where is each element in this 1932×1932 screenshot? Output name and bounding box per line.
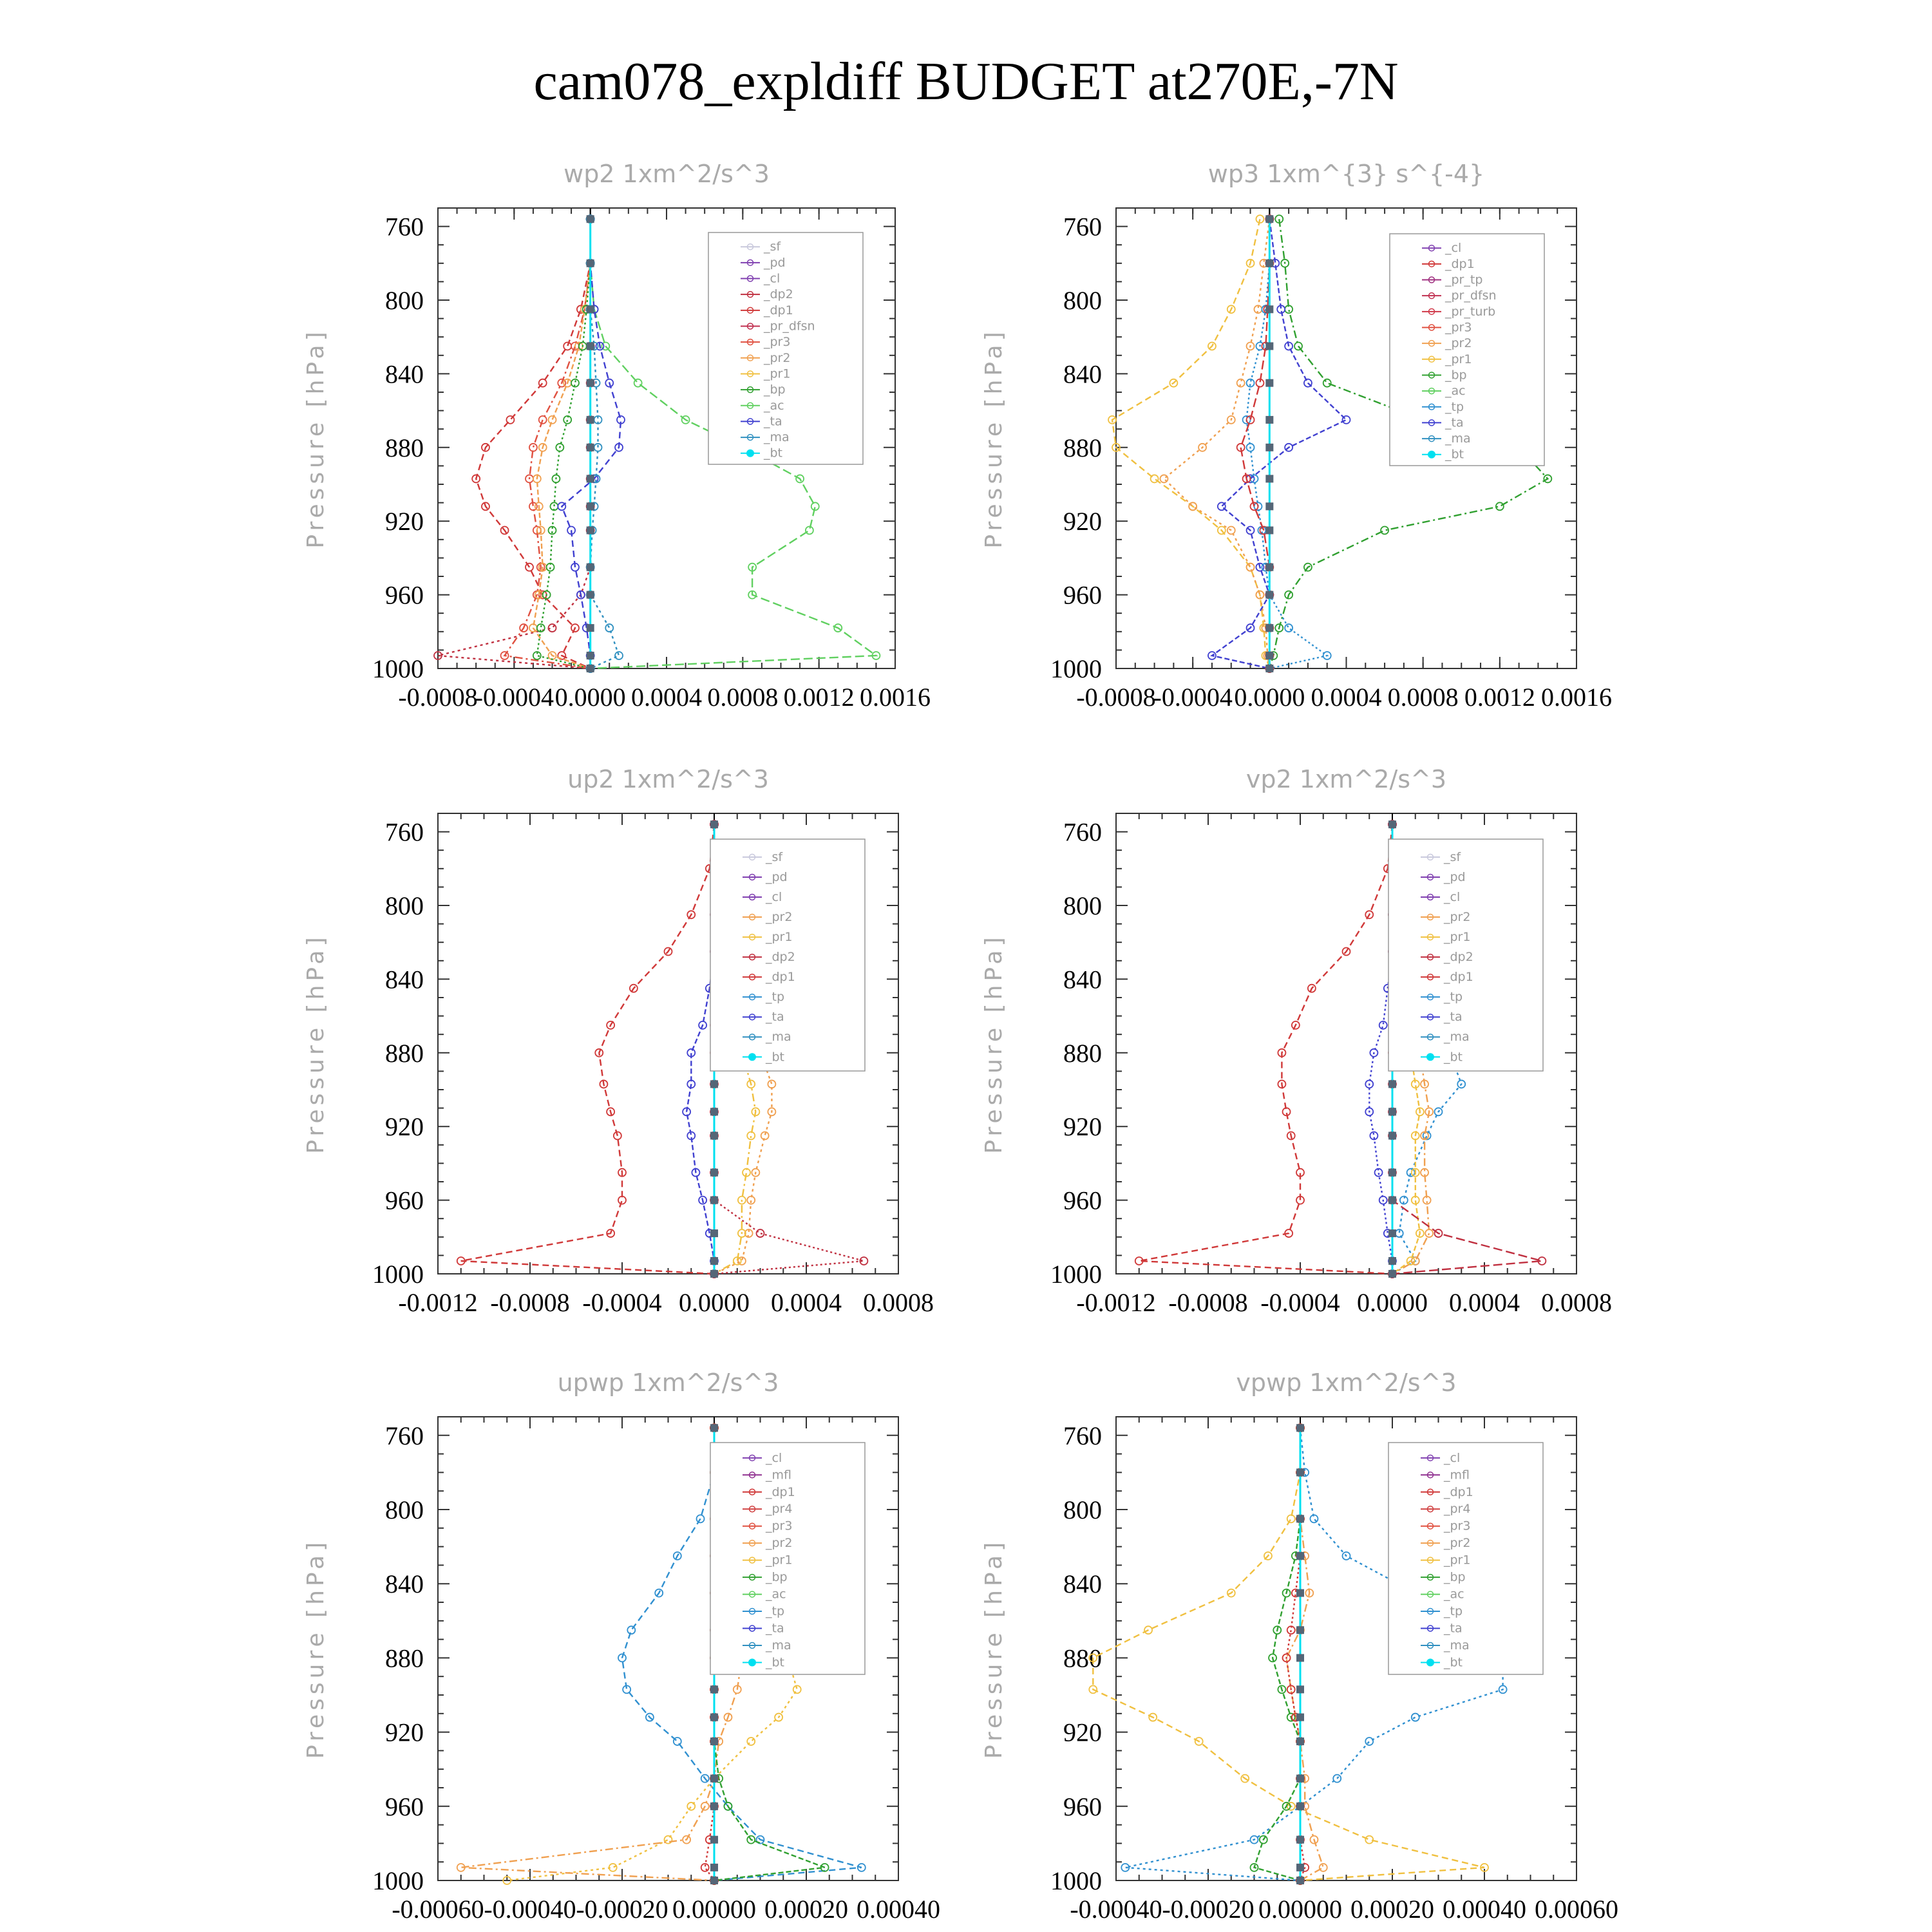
marker-_bt: [1296, 1552, 1304, 1560]
x-tick-label: 0.0012: [1464, 683, 1535, 712]
legend-label: _pr2: [764, 350, 791, 365]
marker-_bt: [1388, 1108, 1396, 1115]
marker-_bt: [710, 1714, 718, 1721]
marker-_bt: [587, 379, 594, 387]
marker-_bt: [587, 665, 594, 672]
marker-_pr2: [768, 1080, 775, 1088]
y-tick-label: 800: [1063, 286, 1102, 315]
marker-_bt: [587, 652, 594, 659]
legend-label: _dp1: [1445, 256, 1475, 271]
marker-_bt: [1388, 1229, 1396, 1237]
legend-label: _ma: [764, 430, 790, 445]
legend-label: _dp2: [764, 287, 793, 302]
marker-_bt: [1296, 1714, 1304, 1721]
y-tick-label: 1000: [1050, 1866, 1102, 1895]
marker-_ma: [605, 624, 613, 632]
y-tick-label: 960: [1063, 580, 1102, 610]
marker-_bt: [1296, 1685, 1304, 1693]
series-line-_pr2: [1164, 219, 1270, 668]
legend-label: _ta: [1444, 1621, 1463, 1636]
y-tick-label: 960: [385, 1186, 424, 1215]
legend-label: _pd: [1444, 869, 1466, 884]
marker-_bt: [1388, 1197, 1396, 1204]
marker-_pr2: [1247, 564, 1255, 571]
marker-_bt: [587, 527, 594, 535]
panel-0: [303, 160, 931, 712]
legend-label: _tp: [1444, 1604, 1463, 1619]
y-tick-label: 1000: [372, 1260, 424, 1289]
marker-_pr2: [1160, 475, 1168, 482]
series-line-_ta: [1212, 219, 1347, 668]
legend-label: _dp1: [764, 303, 793, 317]
marker-_bt: [1265, 564, 1273, 571]
series-line-_ma: [591, 219, 619, 668]
legend-label: _tp: [766, 1604, 785, 1619]
legend-label: _ac: [1445, 384, 1466, 399]
panel-4: [303, 1368, 940, 1924]
legend-label: _ac: [764, 398, 784, 413]
marker-_bt: [587, 624, 594, 632]
marker-_bt: [1296, 1738, 1304, 1745]
x-tick-label: 0.0000: [1357, 1288, 1428, 1317]
marker-_bt: [1296, 1654, 1304, 1662]
series-line-_pr2: [461, 1428, 742, 1880]
x-tick-label: 0.00040: [1443, 1895, 1526, 1924]
marker-_bt: [1388, 820, 1396, 828]
x-tick-label: -0.00020: [576, 1895, 668, 1924]
x-tick-label: 0.00000: [672, 1895, 756, 1924]
legend-label: _pr4: [1444, 1502, 1471, 1517]
marker-_bt: [710, 1738, 718, 1745]
x-tick-label: 0.0016: [1541, 683, 1612, 712]
y-tick-label: 840: [385, 359, 424, 389]
legend-label: _pr3: [764, 335, 791, 350]
marker-_bt: [1265, 379, 1273, 387]
series-line-_pr1: [1112, 219, 1269, 668]
panel-5: [981, 1368, 1618, 1924]
marker-_pr3: [539, 416, 547, 424]
marker-_bt: [1265, 591, 1273, 599]
marker-_pr2: [1320, 1864, 1327, 1871]
legend-swatch-marker: [746, 450, 754, 457]
y-tick-label: 960: [1063, 1792, 1102, 1821]
legend-swatch-marker: [1426, 1053, 1434, 1061]
x-tick-label: -0.0008: [490, 1288, 570, 1317]
marker-_bt: [587, 444, 594, 451]
x-tick-label: 0.0000: [679, 1288, 750, 1317]
legend-label: _ac: [766, 1587, 786, 1602]
marker-_bt: [710, 1080, 718, 1088]
legend-swatch-marker: [1428, 451, 1435, 459]
x-tick-label: 0.0004: [1449, 1288, 1520, 1317]
marker-_bt: [1265, 624, 1273, 632]
marker-_dp1: [506, 416, 514, 424]
y-tick-label: 840: [1063, 1569, 1102, 1599]
marker-_dp1: [564, 343, 571, 350]
marker-_bt: [587, 475, 594, 482]
y-tick-label: 840: [385, 965, 424, 994]
marker-_bt: [1265, 305, 1273, 313]
x-tick-label: 0.00020: [764, 1895, 848, 1924]
x-tick-label: -0.0004: [1153, 683, 1233, 712]
x-tick-label: 0.0004: [771, 1288, 842, 1317]
marker-_bt: [1388, 1169, 1396, 1177]
legend-label: _sf: [766, 849, 783, 864]
legend-label: _ta: [764, 414, 782, 429]
marker-_bt: [1265, 652, 1273, 659]
marker-_bt: [1296, 1424, 1304, 1432]
marker-_bt: [1265, 665, 1273, 672]
marker-_bt: [1265, 502, 1273, 510]
marker-_bp: [1323, 379, 1331, 387]
x-tick-label: -0.0008: [1168, 1288, 1248, 1317]
y-tick-label: 960: [385, 1792, 424, 1821]
marker-_ma: [594, 444, 602, 451]
marker-_tp: [627, 1626, 635, 1634]
x-tick-label: -0.0012: [1076, 1288, 1156, 1317]
legend-label: _ta: [766, 1621, 784, 1636]
y-tick-label: 840: [385, 1569, 424, 1599]
marker-_bt: [1296, 1836, 1304, 1844]
panel-1: [981, 160, 1612, 712]
marker-_bt: [1388, 1257, 1396, 1265]
x-tick-label: -0.00040: [1070, 1895, 1162, 1924]
y-tick-label: 760: [385, 1421, 424, 1450]
marker-_bt: [587, 564, 594, 571]
x-tick-label: 0.0004: [1311, 683, 1382, 712]
legend-label: _ma: [766, 1638, 791, 1653]
legend-label: _ta: [1445, 415, 1464, 430]
marker-_bt: [710, 1775, 718, 1783]
marker-_bt: [710, 820, 718, 828]
legend-label: _cl: [766, 890, 782, 904]
y-tick-label: 880: [385, 1643, 424, 1673]
marker-_pr2: [1425, 1229, 1433, 1237]
legend-label: _bt: [1444, 1655, 1463, 1670]
marker-_tp: [1285, 624, 1293, 632]
y-tick-label: 760: [385, 817, 424, 847]
marker-_bt: [587, 343, 594, 350]
marker-_bt: [1296, 1877, 1304, 1884]
x-tick-label: 0.0000: [1234, 683, 1305, 712]
y-tick-label: 880: [1063, 433, 1102, 462]
legend-label: _bp: [766, 1570, 788, 1585]
x-tick-label: -0.0004: [474, 683, 554, 712]
y-tick-label: 920: [385, 1718, 424, 1747]
y-tick-label: 880: [1063, 1643, 1102, 1673]
legend-label: _dp2: [766, 950, 795, 965]
legend-label: _pr2: [1445, 336, 1472, 351]
legend-label: _pr_turb: [1445, 304, 1496, 319]
legend-label: _dp1: [1444, 970, 1473, 985]
y-axis-label: Pressure [hPa]: [981, 328, 1007, 549]
y-tick-label: 1000: [372, 1866, 424, 1895]
x-tick-label: 0.00000: [1258, 1895, 1342, 1924]
legend-label: _bt: [766, 1050, 785, 1065]
marker-_bt: [587, 416, 594, 424]
legend-label: _dp1: [1444, 1484, 1473, 1499]
legend-label: _pr_dfsn: [1445, 289, 1497, 303]
x-tick-label: 0.0008: [707, 683, 779, 712]
legend-label: _bt: [1445, 447, 1464, 462]
legend-label: _pr3: [766, 1519, 793, 1533]
marker-_pr1: [687, 1803, 695, 1810]
y-axis-label: Pressure [hPa]: [303, 933, 329, 1154]
marker-_bt: [710, 1424, 718, 1432]
x-tick-label: 0.0000: [554, 683, 626, 712]
legend-label: _pr1: [766, 1553, 793, 1567]
series-line-_dp1: [461, 824, 714, 1274]
legend-label: _sf: [764, 240, 781, 254]
marker-_ma: [615, 652, 623, 659]
legend-label: _tp: [1444, 990, 1463, 1005]
marker-_ta: [1343, 416, 1350, 424]
x-tick-label: -0.0008: [398, 683, 478, 712]
y-axis-label: Pressure [hPa]: [981, 1538, 1007, 1759]
legend-label: _dp1: [766, 970, 795, 985]
x-tick-label: 0.00020: [1350, 1895, 1434, 1924]
marker-_bt: [587, 260, 594, 267]
marker-_bt: [710, 1836, 718, 1844]
legend-label: _mfl: [766, 1468, 791, 1482]
x-tick-label: 0.00040: [857, 1895, 940, 1924]
legend-label: _cl: [764, 271, 781, 286]
marker-_bt: [1265, 475, 1273, 482]
marker-_bt: [1388, 1270, 1396, 1278]
legend-label: _ta: [1444, 1010, 1463, 1025]
legend-label: _dp2: [1444, 950, 1473, 965]
legend-label: _cl: [1444, 1450, 1461, 1465]
legend-label: _cl: [1445, 241, 1462, 256]
y-tick-label: 800: [385, 891, 424, 920]
marker-_pr1: [747, 1738, 755, 1745]
marker-_bt: [710, 1864, 718, 1871]
legend-swatch-marker: [748, 1658, 756, 1666]
x-tick-label: -0.0004: [582, 1288, 662, 1317]
marker-_ac: [634, 379, 642, 387]
series-line-_dp2: [438, 219, 591, 668]
y-tick-label: 920: [385, 1112, 424, 1142]
legend-label: _pr3: [1444, 1519, 1471, 1533]
legend-label: _bp: [764, 383, 786, 397]
legend-label: _dp1: [766, 1484, 795, 1499]
series-line-_pr3: [505, 219, 591, 668]
legend-label: _pr_tp: [1445, 272, 1483, 287]
marker-_bt: [587, 305, 594, 313]
y-tick-label: 920: [1063, 507, 1102, 536]
x-tick-label: -0.00040: [484, 1895, 576, 1924]
marker-_bt: [1265, 444, 1273, 451]
legend-label: _tp: [1445, 399, 1464, 414]
y-tick-label: 760: [385, 212, 424, 242]
legend-label: _ma: [1444, 1030, 1470, 1045]
panel-title: upwp 1xm^2/s^3: [557, 1368, 779, 1397]
y-tick-label: 760: [1063, 1421, 1102, 1450]
marker-_bt: [1265, 527, 1273, 535]
y-tick-label: 880: [1063, 1038, 1102, 1068]
legend-label: _pr1: [764, 366, 791, 381]
x-tick-label: 0.00060: [1535, 1895, 1618, 1924]
marker-_bt: [710, 1197, 718, 1204]
legend-label: _bp: [1444, 1570, 1466, 1585]
marker-_ta: [1218, 502, 1226, 510]
y-tick-label: 840: [1063, 359, 1102, 389]
panel-3: [981, 765, 1612, 1317]
marker-_bt: [710, 1803, 718, 1810]
marker-_bt: [1296, 1775, 1304, 1783]
legend-label: _pr_dfsn: [764, 319, 815, 334]
y-tick-label: 760: [1063, 817, 1102, 847]
y-tick-label: 920: [1063, 1112, 1102, 1142]
y-tick-label: 880: [385, 1038, 424, 1068]
x-tick-label: 0.0012: [783, 683, 855, 712]
panel-title: vpwp 1xm^2/s^3: [1236, 1368, 1457, 1397]
y-axis-label: Pressure [hPa]: [303, 1538, 329, 1759]
legend-label: _tp: [766, 990, 785, 1005]
legend-label: _pr1: [1445, 352, 1472, 366]
legend-swatch-marker: [1426, 1658, 1434, 1666]
legend-label: _cl: [766, 1450, 782, 1465]
legend-label: _cl: [1444, 890, 1461, 904]
marker-_dp1: [539, 379, 547, 387]
panel-title: wp3 1xm^{3} s^{-4}: [1208, 160, 1485, 188]
marker-_bt: [1296, 1468, 1304, 1476]
legend-label: _ma: [1445, 431, 1471, 446]
y-tick-label: 960: [1063, 1186, 1102, 1215]
legend-label: _ma: [766, 1030, 791, 1045]
marker-_bt: [587, 215, 594, 223]
y-tick-label: 1000: [372, 654, 424, 683]
marker-_bt: [710, 1877, 718, 1884]
panel-2: [303, 765, 934, 1317]
x-tick-label: -0.0004: [1260, 1288, 1340, 1317]
panel-title: vp2 1xm^2/s^3: [1245, 765, 1447, 793]
legend-label: _bp: [1445, 368, 1467, 383]
marker-_bt: [1296, 1864, 1304, 1871]
y-tick-label: 800: [1063, 1495, 1102, 1524]
y-tick-label: 840: [1063, 965, 1102, 994]
y-tick-label: 920: [1063, 1718, 1102, 1747]
marker-_bt: [710, 1169, 718, 1177]
y-axis-label: Pressure [hPa]: [981, 933, 1007, 1154]
legend-label: _ta: [766, 1010, 784, 1025]
marker-_bt: [1265, 260, 1273, 267]
marker-_bt: [1296, 1589, 1304, 1597]
marker-_pr1: [747, 1132, 755, 1140]
marker-_tp: [1365, 1738, 1373, 1745]
legend-label: _pd: [766, 869, 788, 884]
marker-_pr1: [1287, 1515, 1295, 1522]
y-axis-label: Pressure [hPa]: [303, 328, 329, 549]
marker-_bt: [1388, 1080, 1396, 1088]
panel-title: up2 1xm^2/s^3: [567, 765, 769, 793]
marker-_bt: [1265, 343, 1273, 350]
marker-_bt: [1296, 1515, 1304, 1522]
marker-_bt: [710, 1270, 718, 1278]
marker-_bt: [1265, 215, 1273, 223]
x-tick-label: -0.00020: [1162, 1895, 1255, 1924]
marker-_dp2: [757, 1229, 764, 1237]
legend-label: _pr2: [1444, 1536, 1471, 1551]
marker-_bt: [587, 502, 594, 510]
x-tick-label: -0.0008: [1076, 683, 1156, 712]
marker-_pr3: [529, 444, 537, 451]
legend-label: _pd: [764, 255, 786, 270]
legend-label: _pr1: [1444, 930, 1471, 945]
marker-_bt: [710, 1685, 718, 1693]
x-tick-label: 0.0008: [1387, 683, 1459, 712]
legend-label: _ma: [1444, 1638, 1470, 1653]
x-tick-label: 0.0016: [860, 683, 931, 712]
marker-_bt: [1388, 1132, 1396, 1140]
y-tick-label: 800: [385, 286, 424, 315]
y-tick-label: 960: [385, 580, 424, 610]
y-tick-label: 1000: [1050, 654, 1102, 683]
x-tick-label: 0.0008: [863, 1288, 934, 1317]
marker-_bt: [1296, 1803, 1304, 1810]
legend-swatch-marker: [748, 1053, 756, 1061]
marker-_bt: [1265, 416, 1273, 424]
figure-title: cam078_expldiff BUDGET at270E,-7N: [533, 52, 1399, 111]
x-tick-label: -0.00060: [392, 1895, 484, 1924]
marker-_bt: [1296, 1626, 1304, 1634]
legend-label: _pr1: [766, 930, 793, 945]
marker-_tp: [1412, 1714, 1419, 1721]
y-tick-label: 800: [1063, 891, 1102, 920]
y-tick-label: 800: [385, 1495, 424, 1524]
legend-label: _pr3: [1445, 320, 1472, 335]
legend-label: _sf: [1444, 849, 1461, 864]
legend-label: _mfl: [1444, 1468, 1470, 1482]
y-tick-label: 1000: [1050, 1260, 1102, 1289]
marker-_bt: [710, 1132, 718, 1140]
legend-label: _bt: [1444, 1050, 1463, 1065]
x-tick-label: -0.0012: [398, 1288, 478, 1317]
legend-label: _bt: [766, 1655, 785, 1670]
panel-title: wp2 1xm^2/s^3: [564, 160, 770, 188]
series-line-_bp: [1255, 1428, 1301, 1880]
marker-_bt: [710, 1108, 718, 1115]
y-tick-label: 920: [385, 507, 424, 536]
series-line-_dp1: [1139, 824, 1392, 1274]
legend-label: _pr4: [766, 1502, 793, 1517]
marker-_pr2: [549, 416, 556, 424]
x-tick-label: 0.0004: [631, 683, 702, 712]
marker-_bt: [710, 1229, 718, 1237]
legend-label: _ac: [1444, 1587, 1464, 1602]
marker-_bt: [587, 591, 594, 599]
legend-label: _pr2: [766, 1536, 793, 1551]
legend-label: _pr2: [1444, 910, 1471, 925]
legend-label: _pr2: [766, 910, 793, 925]
x-tick-label: 0.0008: [1541, 1288, 1612, 1317]
legend-label: _pr1: [1444, 1553, 1471, 1567]
y-tick-label: 880: [385, 433, 424, 462]
y-tick-label: 760: [1063, 212, 1102, 242]
marker-_tp: [674, 1738, 681, 1745]
marker-_bt: [710, 1257, 718, 1265]
marker-_dp1: [618, 1197, 626, 1204]
marker-_pr1: [1151, 475, 1159, 482]
legend-label: _bt: [764, 446, 783, 460]
